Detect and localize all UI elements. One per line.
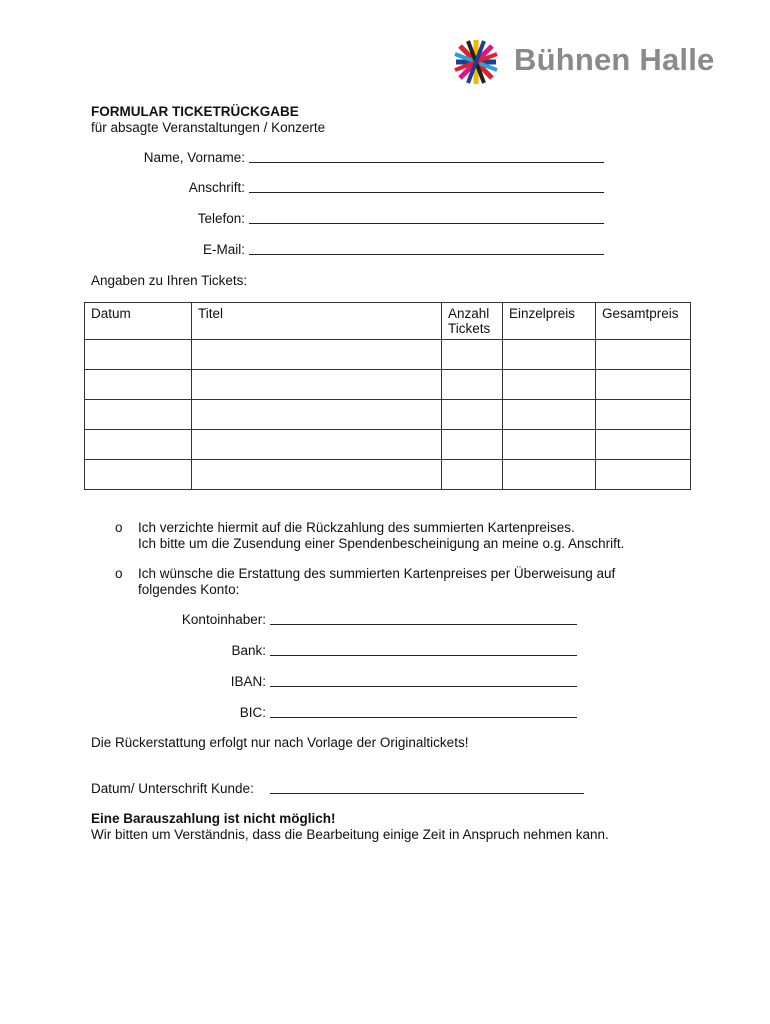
bic-label: BIC:	[239, 705, 266, 720]
iban-label: IBAN:	[230, 674, 266, 689]
phone-input-line[interactable]	[249, 211, 604, 224]
tickets-heading: Angaben zu Ihren Tickets:	[91, 273, 248, 288]
option-transfer-checkbox[interactable]: o	[115, 566, 123, 581]
table-cell[interactable]	[442, 400, 503, 430]
column-header-datum: Datum	[85, 303, 192, 340]
iban-field[interactable]	[0, 674, 770, 692]
table-row	[85, 400, 691, 430]
email-field[interactable]	[0, 242, 770, 260]
table-header-row	[85, 303, 691, 340]
table-cell[interactable]	[503, 340, 596, 370]
table-cell[interactable]	[442, 430, 503, 460]
table-cell[interactable]	[503, 400, 596, 430]
table-cell[interactable]	[596, 460, 691, 490]
email-label: E-Mail:	[202, 242, 245, 257]
email-input-line[interactable]	[249, 242, 604, 255]
table-cell[interactable]	[85, 370, 192, 400]
bic-field[interactable]	[0, 705, 770, 723]
table-cell[interactable]	[192, 340, 442, 370]
signature-label: Datum/ Unterschrift Kunde:	[91, 781, 254, 796]
option-transfer-line1: Ich wünsche die Erstattung des summierten Kartenpreises per Überweisung auf	[138, 566, 616, 581]
account-holder-field[interactable]	[0, 612, 770, 630]
apology-note: Wir bitten um Verständnis, dass die Bearbeitung einige Zeit in Anspruch nehmen kann.	[91, 827, 609, 842]
address-input-line[interactable]	[249, 180, 604, 193]
table-row	[85, 460, 691, 490]
signature-input-line[interactable]	[270, 781, 584, 794]
option-transfer-line2: folgendes Konto:	[138, 582, 240, 597]
table-cell[interactable]	[85, 460, 192, 490]
star-logo-icon	[448, 36, 504, 88]
table-cell[interactable]	[596, 400, 691, 430]
buehnen-halle-logo	[448, 36, 748, 88]
brand-name: Bühnen Halle	[514, 42, 715, 77]
name-input-line[interactable]	[249, 150, 604, 163]
phone-label: Telefon:	[197, 211, 245, 226]
form-title: FORMULAR TICKETRÜCKGABE	[91, 104, 299, 119]
column-header-anzahl: Anzahl Tickets	[442, 303, 503, 340]
option-donation-checkbox[interactable]: o	[115, 520, 123, 535]
table-row	[85, 370, 691, 400]
table-row	[85, 340, 691, 370]
table-cell[interactable]	[192, 460, 442, 490]
iban-input-line[interactable]	[270, 674, 577, 687]
table-row	[85, 430, 691, 460]
table-cell[interactable]	[85, 430, 192, 460]
refund-note: Die Rückerstattung erfolgt nur nach Vorlage der Originaltickets!	[91, 735, 469, 750]
table-cell[interactable]	[503, 460, 596, 490]
phone-field[interactable]	[0, 211, 770, 229]
name-label: Name, Vorname:	[143, 150, 245, 165]
table-cell[interactable]	[503, 370, 596, 400]
table-cell[interactable]	[85, 400, 192, 430]
table-cell[interactable]	[442, 370, 503, 400]
account-holder-input-line[interactable]	[270, 612, 577, 625]
form-subtitle: für absagte Veranstaltungen / Konzerte	[91, 120, 326, 135]
table-cell[interactable]	[596, 430, 691, 460]
table-cell[interactable]	[596, 370, 691, 400]
table-cell[interactable]	[85, 340, 192, 370]
bic-input-line[interactable]	[270, 705, 577, 718]
bank-label: Bank:	[231, 643, 266, 658]
address-label: Anschrift:	[188, 180, 245, 195]
table-cell[interactable]	[192, 430, 442, 460]
name-field[interactable]	[0, 150, 770, 168]
signature-field[interactable]	[0, 781, 770, 799]
bank-input-line[interactable]	[270, 643, 577, 656]
option-donation-line1: Ich verzichte hiermit auf die Rückzahlung des summierten Kartenpreises.	[138, 520, 575, 535]
option-donation-line2: Ich bitte um die Zusendung einer Spendenbescheinigung an meine o.g. Anschrift.	[138, 536, 625, 551]
address-field[interactable]	[0, 180, 770, 198]
no-cash-note: Eine Barauszahlung ist nicht möglich!	[91, 811, 336, 826]
table-cell[interactable]	[192, 400, 442, 430]
column-header-titel: Titel	[192, 303, 442, 340]
tickets-table	[84, 302, 691, 490]
table-cell[interactable]	[596, 340, 691, 370]
table-cell[interactable]	[192, 370, 442, 400]
column-header-gesamtpreis: Gesamtpreis	[596, 303, 691, 340]
account-holder-label: Kontoinhaber:	[181, 612, 266, 627]
table-cell[interactable]	[442, 460, 503, 490]
table-cell[interactable]	[503, 430, 596, 460]
column-header-einzelpreis: Einzelpreis	[503, 303, 596, 340]
bank-field[interactable]	[0, 643, 770, 661]
table-cell[interactable]	[442, 340, 503, 370]
